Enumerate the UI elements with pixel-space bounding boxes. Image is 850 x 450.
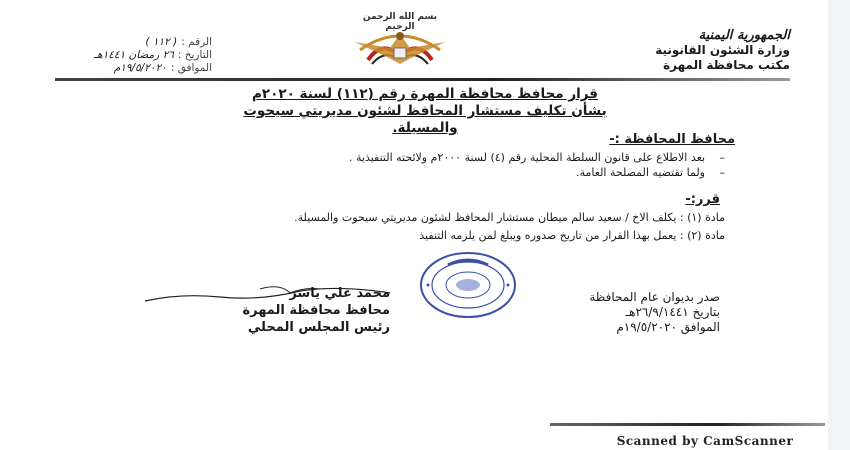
list-item xyxy=(185,150,725,165)
signatory-title-1: محافظ محافظة المهرة xyxy=(242,303,390,318)
ministry-header xyxy=(590,28,790,73)
mandate-heading: محافظ المحافظة :- xyxy=(609,132,735,147)
scan-edge-strip xyxy=(828,0,850,450)
article-1: مادة (١) : يكلف الاخ / سعيد سالم ميطان مستشار المحافظ لشئون مديريتي سيحوت والمسيلة. xyxy=(294,211,725,224)
preamble-text: بعد الاطلاع على قانون السلطة المحلية رقم (٤) لسنة ٢٠٠٠م ولائحته التنفيذية . xyxy=(349,151,705,164)
header-divider xyxy=(55,78,790,81)
republic-name: الجمهورية اليمنية xyxy=(698,28,790,43)
articles-list xyxy=(145,210,725,243)
number-label: الرقم : xyxy=(181,36,212,48)
footer-divider xyxy=(550,423,825,426)
decision-title xyxy=(150,86,700,137)
issued-gregorian-date: الموافق ١٩/٥/٢٠٢٠م xyxy=(616,320,720,334)
list-item xyxy=(185,165,725,180)
signatory-block xyxy=(140,285,390,336)
signatory-title-2: رئيس المجلس المحلي xyxy=(247,320,390,335)
date-value: ٢٦ رمضان ١٤٤١هـ xyxy=(94,49,174,61)
title-line-2: بشأن تكليف مستشار المحافظ لشئون مديريتي سيحوت xyxy=(243,103,607,119)
decided-heading: قرر:- xyxy=(685,192,720,207)
yemen-emblem-icon xyxy=(340,12,460,72)
signatory-name: محمد علي ياسر xyxy=(289,286,390,301)
title-line-3: والمسيلة. xyxy=(392,120,458,136)
ministry-name: وزارة الشئون القانونية xyxy=(655,43,790,57)
office-name: مكتب محافظة المهرة xyxy=(663,58,790,72)
preamble-list xyxy=(185,150,725,180)
reference-block xyxy=(12,36,212,75)
dash-bullet: – xyxy=(719,151,725,164)
number-value: ( ١١٢ ) xyxy=(145,36,178,48)
article-2: مادة (٢) : يعمل بهذا القرار من تاريخ صدوره ويبلغ لمن يلزمه التنفيذ xyxy=(419,229,725,242)
official-seal-icon xyxy=(418,250,518,320)
corresponding-value: ١٩/٥/٢٠٢٠م xyxy=(113,62,167,74)
scanner-watermark: Scanned by CamScanner xyxy=(616,434,794,448)
issued-place: صدر بديوان عام المحافظة xyxy=(589,290,720,304)
issued-hijri-date: بتاريخ ٢٦/٩/١٤٤١هـ xyxy=(625,305,720,319)
corresponding-label: الموافق : xyxy=(170,62,212,74)
preamble-text: ولما تقتضيه المصلحة العامة. xyxy=(576,166,705,179)
basmala-text: بسم الله الرحمن الرحيم xyxy=(362,12,438,32)
issued-block xyxy=(510,290,720,335)
dash-bullet: – xyxy=(719,166,725,179)
title-line-1: قرار محافظ محافظة المهرة رقم (١١٢) لسنة ٢٠٢٠م xyxy=(251,86,598,102)
date-label: التاريخ : xyxy=(177,49,212,61)
